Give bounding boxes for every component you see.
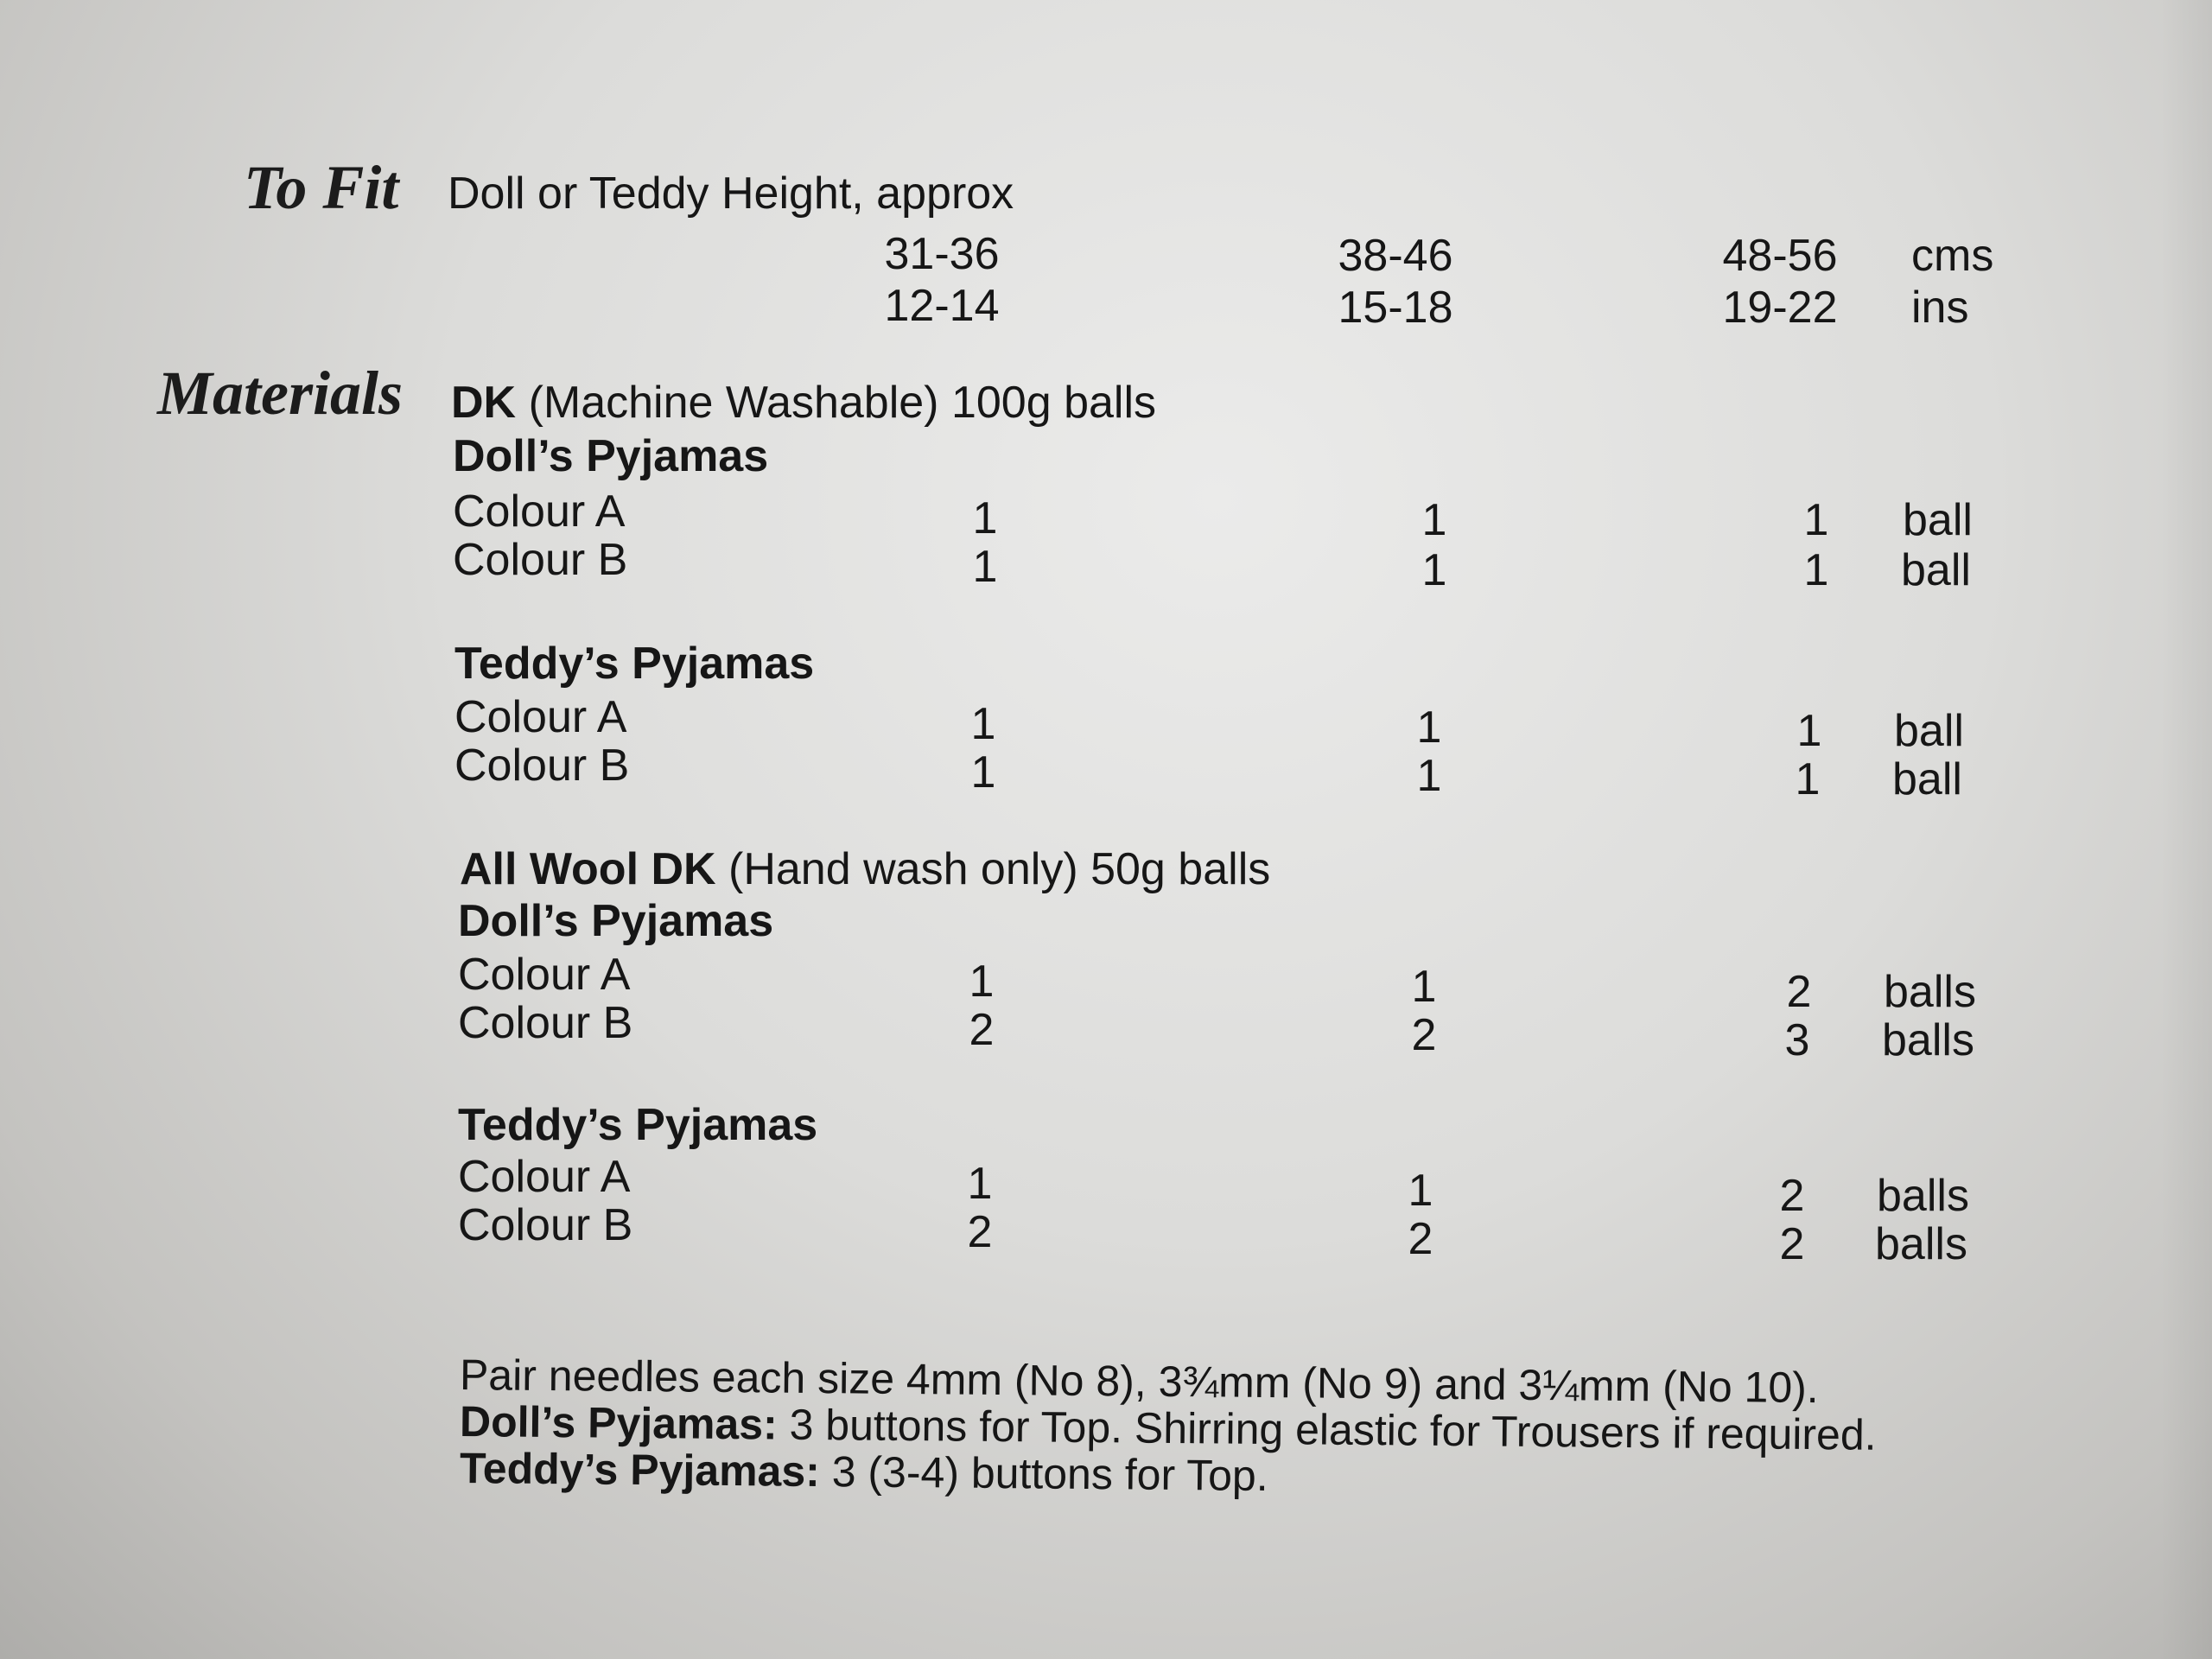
ins-unit: ins: [1911, 283, 1969, 333]
dk-yarn-name: DK: [451, 378, 517, 428]
wool-dolls-colour-b-label: Colour B: [458, 998, 633, 1048]
dk-dolls-colour-b-size1: 1: [972, 542, 998, 592]
dolls-note-label: Doll’s Pyjamas:: [459, 1397, 779, 1449]
page-edge-shadow: [2160, 0, 2212, 1659]
dk-teddys-colour-a-size2: 1: [1416, 702, 1442, 753]
needles-note: Pair needles each size 4mm (No 8), 3¾mm (No 9) and 3¼mm (No 10).: [459, 1351, 1820, 1413]
wool-teddys-colour-b-size2: 2: [1408, 1214, 1433, 1264]
dk-teddys-colour-b-size3: 1: [1795, 754, 1821, 804]
dk-teddys-title: Teddy’s Pyjamas: [454, 639, 815, 689]
wool-teddys-colour-a-size3: 2: [1779, 1171, 1805, 1221]
wool-teddys-colour-b-size3: 2: [1779, 1219, 1805, 1269]
dk-dolls-colour-a-label: Colour A: [453, 486, 626, 537]
ins-size-1: 12-14: [884, 281, 1000, 331]
teddys-note-label: Teddy’s Pyjamas:: [459, 1444, 821, 1497]
wool-dolls-colour-a-size3: 2: [1786, 967, 1812, 1017]
to-fit-description: Doll or Teddy Height, approx: [448, 168, 1014, 219]
dk-dolls-colour-a-size3: 1: [1803, 495, 1829, 545]
wool-teddys-colour-a-size2: 1: [1408, 1166, 1433, 1216]
ins-size-3: 19-22: [1722, 283, 1838, 333]
cms-size-2: 38-46: [1338, 231, 1453, 281]
wool-teddys-colour-a-label: Colour A: [458, 1152, 631, 1202]
wool-teddys-colour-a-unit: balls: [1877, 1171, 1969, 1221]
wool-dolls-colour-b-size3: 3: [1784, 1015, 1810, 1065]
dk-dolls-colour-a-unit: ball: [1903, 495, 1973, 545]
wool-teddys-colour-a-size1: 1: [967, 1159, 993, 1209]
wool-dolls-title: Doll’s Pyjamas: [458, 896, 774, 946]
dk-dolls-colour-b-size3: 1: [1803, 545, 1829, 595]
wool-teddys-colour-b-label: Colour B: [458, 1200, 633, 1250]
teddys-note-text: 3 (3-4) buttons for Top.: [831, 1447, 1268, 1500]
dk-teddys-colour-a-unit: ball: [1894, 706, 1964, 756]
cms-size-1: 31-36: [884, 229, 1000, 279]
dk-teddys-colour-b-label: Colour B: [454, 741, 630, 791]
wool-dolls-colour-b-size1: 2: [969, 1005, 995, 1055]
wool-dolls-colour-a-label: Colour A: [458, 950, 631, 1000]
dolls-note-text: 3 buttons for Top. Shirring elastic for Trousers if required.: [789, 1400, 1877, 1459]
dk-teddys-colour-a-size1: 1: [970, 699, 996, 749]
dk-dolls-colour-a-size2: 1: [1421, 495, 1447, 545]
wool-dolls-colour-b-size2: 2: [1411, 1010, 1437, 1060]
to-fit-heading: To Fit: [244, 153, 399, 222]
wool-dolls-colour-b-unit: balls: [1882, 1015, 1974, 1065]
dk-dolls-colour-b-size2: 1: [1421, 545, 1447, 595]
dk-dolls-title: Doll’s Pyjamas: [453, 431, 769, 481]
dk-yarn-detail: (Machine Washable) 100g balls: [528, 378, 1157, 428]
wool-teddys-colour-b-size1: 2: [967, 1207, 993, 1257]
dk-teddys-colour-a-label: Colour A: [454, 692, 627, 742]
wool-yarn-name: All Wool DK: [460, 844, 716, 894]
dk-teddys-colour-a-size3: 1: [1796, 706, 1822, 756]
wool-yarn-line: [460, 844, 1271, 894]
teddys-note: [459, 1444, 1268, 1500]
dk-yarn-line: [451, 378, 1157, 428]
cms-unit: cms: [1911, 231, 1994, 281]
dk-teddys-colour-b-size2: 1: [1416, 751, 1442, 801]
wool-dolls-colour-a-unit: balls: [1884, 967, 1976, 1017]
wool-teddys-title: Teddy’s Pyjamas: [458, 1100, 818, 1150]
dk-dolls-colour-a-size1: 1: [972, 493, 998, 543]
wool-dolls-colour-a-size1: 1: [969, 957, 995, 1007]
wool-teddys-colour-b-unit: balls: [1875, 1219, 1967, 1269]
dk-teddys-colour-b-unit: ball: [1892, 754, 1962, 804]
wool-yarn-detail: (Hand wash only) 50g balls: [728, 844, 1271, 894]
cms-size-3: 48-56: [1722, 231, 1838, 281]
dk-teddys-colour-b-size1: 1: [970, 747, 996, 798]
ins-size-2: 15-18: [1338, 283, 1453, 333]
wool-dolls-colour-a-size2: 1: [1411, 962, 1437, 1012]
materials-heading: Materials: [157, 359, 404, 428]
dk-dolls-colour-b-label: Colour B: [453, 535, 628, 585]
dk-dolls-colour-b-unit: ball: [1901, 545, 1971, 595]
